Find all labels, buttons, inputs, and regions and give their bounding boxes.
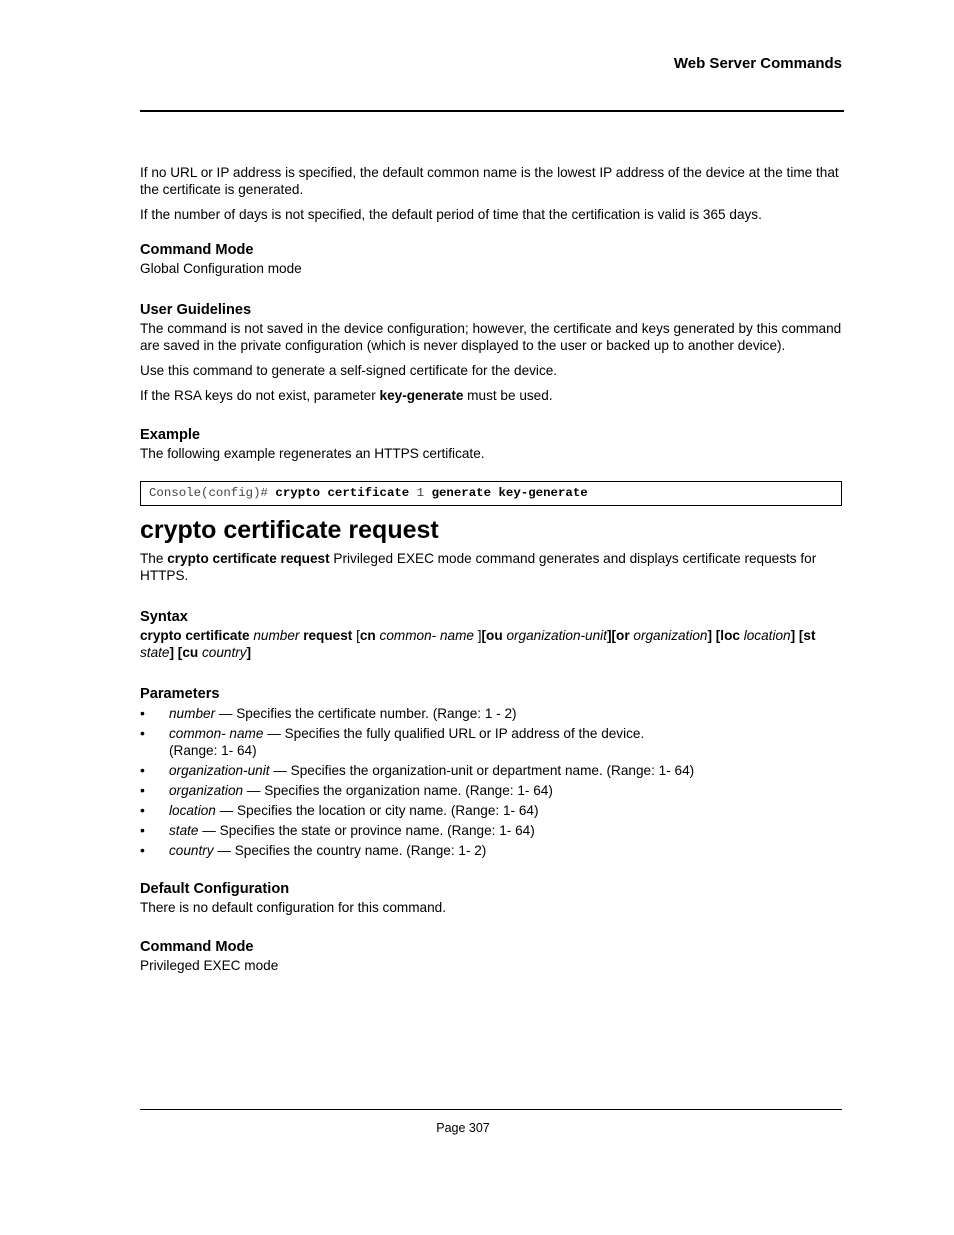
command-mode-text-2: Privileged EXEC mode [140,958,279,973]
footer-rule [140,1109,842,1110]
page-content [140,164,842,982]
user-guidelines-paragraph-3: If the RSA keys do not exist, parameter key-generate must be used. [140,388,553,403]
code-argument: 1 [409,486,432,500]
example-section [140,426,842,506]
example-heading: Example [140,427,201,443]
parameters-list [140,705,842,859]
key-generate-keyword: key-generate [379,388,464,403]
code-command-1: crypto certificate [275,486,410,500]
command-mode-section-2 [140,938,842,974]
list-item: • organization — Specifies the organization name. (Range: 1- 64) [140,782,553,798]
running-header: Web Server Commands [673,55,842,72]
syntax-heading: Syntax [140,609,188,625]
user-guidelines-heading: User Guidelines [140,302,252,318]
command-title: crypto certificate request [140,516,439,544]
command-description: The crypto certificate request Privileged EXEC mode command generates and displays certificate requests for HTTPS. [140,551,817,583]
command-mode-section-1 [140,241,842,277]
parameters-heading: Parameters [140,686,220,702]
default-configuration-heading: Default Configuration [140,881,290,897]
code-prompt: Console(config)# [149,486,276,500]
header-rule [140,110,844,112]
list-item: • common- name — Specifies the fully qualified URL or IP address of the device. (Range: 1- 64) [140,725,645,758]
list-item: • country — Specifies the country name. (Range: 1- 2) [140,842,487,858]
intro-paragraph-2: If the number of days is not specified, the default period of time that the certification is valid is 365 days. [140,207,762,222]
list-item: • state — Specifies the state or province name. (Range: 1- 64) [140,822,535,838]
list-item: • organization-unit — Specifies the organization-unit or department name. (Range: 1- 64) [140,762,695,778]
code-command-2: generate key-generate [431,486,588,500]
code-example [140,481,842,506]
user-guidelines-paragraph-2: Use this command to generate a self-signed certificate for the device. [140,363,558,378]
command-mode-heading-1: Command Mode [140,242,254,258]
parameters-section [140,685,842,859]
default-configuration-text: There is no default configuration for this command. [140,900,447,915]
user-guidelines-paragraph-1: The command is not saved in the device configuration; however, the certificate and keys generated by this command are saved in the private configuration (which is never displayed to the user or backed up to another device). [140,321,842,353]
list-item: • number — Specifies the certificate number. (Range: 1 - 2) [140,705,517,721]
default-configuration-section [140,880,842,916]
command-mode-heading-2: Command Mode [140,939,254,955]
list-item: • location — Specifies the location or city name. (Range: 1- 64) [140,802,539,818]
command-mode-text-1: Global Configuration mode [140,261,302,276]
syntax-line: crypto certificate number request [cn common- name ][ou organization-unit][or organization] [loc location] [st state] [cu country] [140,628,816,660]
example-text: The following example regenerates an HTTPS certificate. [140,446,485,461]
intro-paragraph-1: If no URL or IP address is specified, the default common name is the lowest IP address of the device at the time that the certificate is generated. [140,165,839,197]
syntax-section [140,608,842,661]
page-number: Page 307 [436,1121,490,1135]
user-guidelines-section [140,301,842,404]
